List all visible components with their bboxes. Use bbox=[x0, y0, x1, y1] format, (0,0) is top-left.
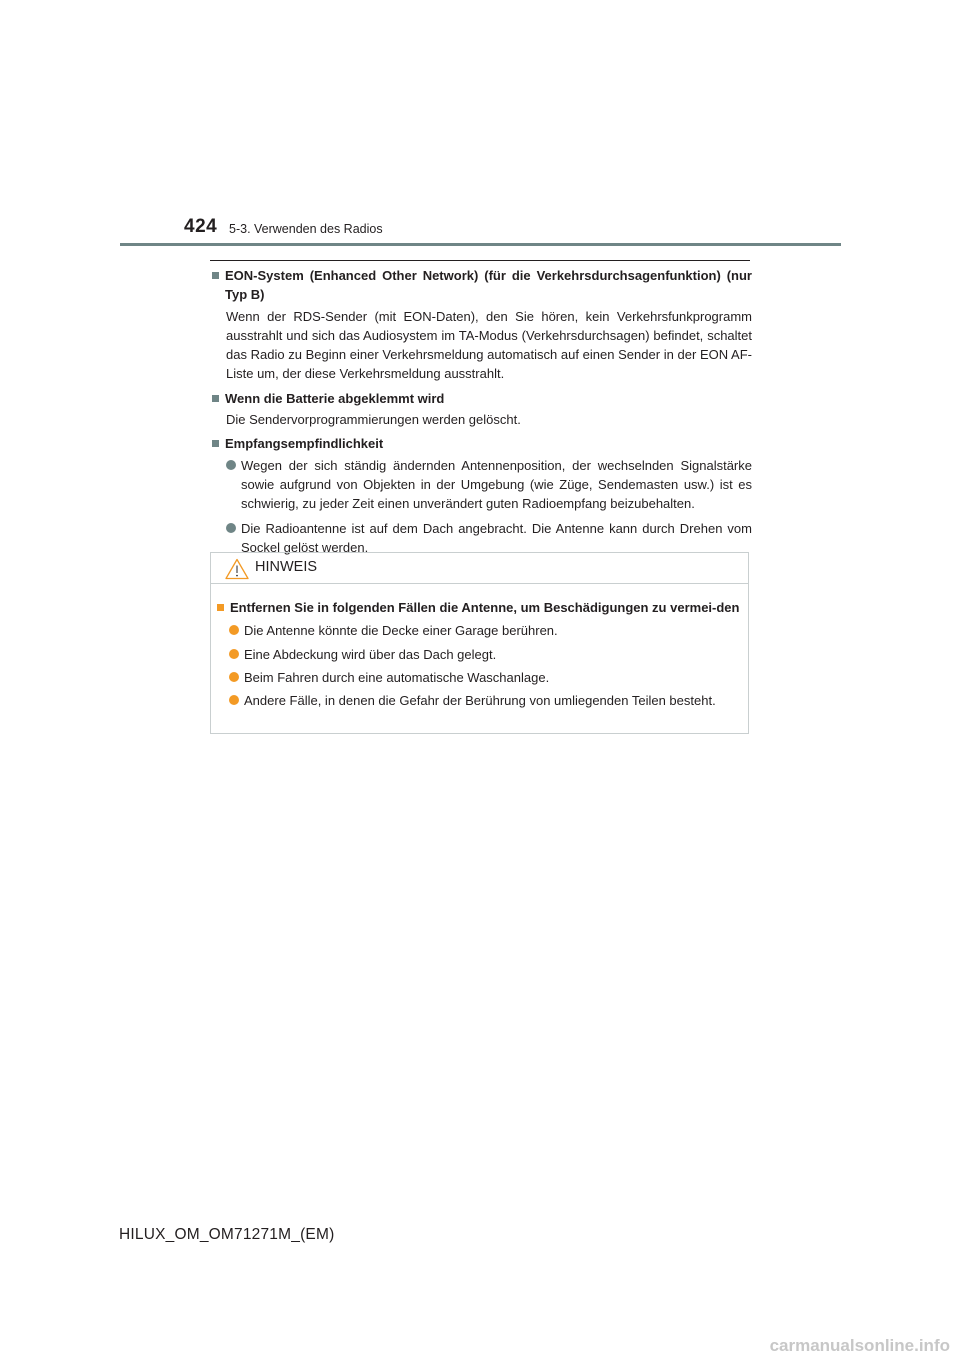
section-reception bbox=[210, 434, 752, 557]
main-content bbox=[210, 266, 752, 562]
round-bullet-icon bbox=[229, 695, 239, 705]
section-eon bbox=[210, 266, 752, 384]
list-item: Beim Fahren durch eine automatische Waschanlage. bbox=[215, 668, 742, 687]
header-divider bbox=[120, 243, 841, 246]
list-item: Die Antenne könnte die Decke einer Garage berühren. bbox=[215, 621, 742, 640]
section-heading: Wenn die Batterie abgeklemmt wird bbox=[210, 389, 752, 408]
section-battery bbox=[210, 389, 752, 430]
square-bullet-icon bbox=[212, 272, 219, 279]
page-number: 424 bbox=[184, 216, 218, 237]
square-bullet-icon bbox=[212, 440, 219, 447]
chapter-title: 5-3. Verwenden des Radios bbox=[229, 222, 383, 236]
round-bullet-icon bbox=[229, 672, 239, 682]
round-bullet-icon bbox=[229, 625, 239, 635]
list-item: Die Radioantenne ist auf dem Dach angebracht. Die Antenne kann durch Drehen vom Sockel gelöst werden. bbox=[210, 519, 752, 558]
list-item: Wegen der sich ständig ändernden Antennenposition, der wechselnden Signalstärke sowie aufgrund von Objekten in der Umgebung (wie Züge, Sendemasten usw.) ist es schwierig, zu jeder Zeit einen unverändert guten Radioempfang beizubehalten. bbox=[210, 456, 752, 514]
content-divider bbox=[210, 260, 750, 261]
list-item: Eine Abdeckung wird über das Dach gelegt. bbox=[215, 645, 742, 664]
notice-header bbox=[211, 553, 748, 584]
round-bullet-icon bbox=[226, 460, 236, 470]
notice-box bbox=[210, 552, 749, 734]
notice-body bbox=[211, 584, 748, 710]
footer-doc-id: HILUX_OM_OM71271M_(EM) bbox=[119, 1226, 335, 1243]
square-bullet-icon bbox=[212, 395, 219, 402]
round-bullet-icon bbox=[226, 523, 236, 533]
round-bullet-icon bbox=[229, 649, 239, 659]
section-text: Die Sendervorprogrammierungen werden gelöscht. bbox=[226, 412, 521, 428]
warning-triangle-icon bbox=[225, 558, 249, 580]
section-heading: Empfangsempfindlichkeit bbox=[210, 434, 752, 453]
notice-title: HINWEIS bbox=[255, 559, 318, 575]
list-item: Andere Fälle, in denen die Gefahr der Berührung von umliegenden Teilen besteht. bbox=[215, 691, 742, 710]
watermark: carmanualsonline.info bbox=[769, 1336, 950, 1355]
square-bullet-icon bbox=[217, 604, 224, 611]
notice-heading: Entfernen Sie in folgenden Fällen die Antenne, um Beschädigungen zu vermei-den bbox=[215, 598, 742, 617]
section-text: Wenn der RDS-Sender (mit EON-Daten), den Sie hören, kein Verkehrsfunkprogramm ausstrahlt und sich das Audiosystem im TA-Modus (Verkehrsdurchsagen) befindet, schaltet das Radio zu Beginn einer Verkehrsmeldung automatisch auf einen Sender in der EON AF-Liste um, der diese Verkehrsmeldung ausstrahlt. bbox=[226, 308, 752, 382]
section-heading: EON-System (Enhanced Other Network) (für die Verkehrsdurchsagenfunktion) (nur Typ B) bbox=[210, 266, 752, 305]
